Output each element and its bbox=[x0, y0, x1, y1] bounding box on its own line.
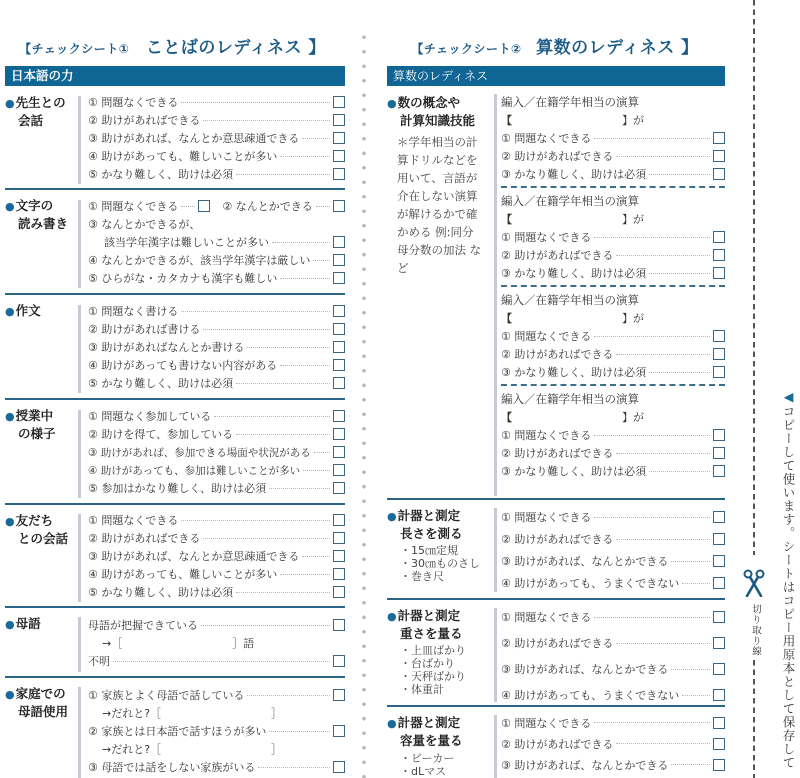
bullet-icon: ● bbox=[5, 200, 15, 213]
option-row[interactable]: ⑤ ひらがな・カタカナも漢字も難しい bbox=[88, 269, 345, 287]
option-row[interactable]: ① 問題なくできる bbox=[501, 712, 725, 733]
option-row[interactable]: ② 助けがあればできる bbox=[501, 528, 725, 550]
option-row[interactable]: ① 問題なくできる bbox=[501, 228, 725, 246]
block-label: ●文字の 読み書き bbox=[5, 198, 69, 231]
divider bbox=[494, 608, 497, 702]
option-row[interactable]: ⑤ かなり難しく、助けは必須 bbox=[88, 583, 345, 601]
option-row[interactable]: 母語が把握できている bbox=[88, 616, 345, 634]
checkbox[interactable] bbox=[333, 550, 345, 562]
option-row[interactable]: ① 問題なくできる bbox=[501, 506, 725, 528]
option-row[interactable]: ② 助けがあればできる bbox=[501, 733, 725, 754]
block-label: ●数の概念や 計算知識技能 ＊学年相当の計算ドリルなどを用いて、言語が介在しない演算が解けるかで確かめる 例:同分母分数の加法 など bbox=[387, 95, 482, 275]
cut-line-label: 切り取り線 bbox=[750, 604, 761, 657]
option-row[interactable]: ② 助けがあればできる bbox=[501, 147, 725, 165]
checkbox[interactable] bbox=[333, 532, 345, 544]
option-row[interactable]: ① 問題なくできる bbox=[88, 511, 345, 529]
option-row[interactable]: ④ なんとかできるが、該当学年漢字は厳しい bbox=[88, 251, 345, 269]
title-main: 算数のレディネス bbox=[536, 38, 675, 58]
option-row[interactable]: ③ 助けがあれば、なんとかできる bbox=[501, 656, 725, 682]
block-label: ●友だち との会話 bbox=[5, 513, 69, 546]
title-prefix: 【チェックシート② bbox=[411, 42, 522, 56]
checkbox[interactable] bbox=[713, 150, 725, 162]
who-input-row[interactable]: →だれと?［ ］ bbox=[102, 707, 283, 720]
option-row[interactable]: ④ 助けがあっても、参加は難しいことが多い bbox=[88, 461, 345, 479]
bullet-icon: ● bbox=[5, 305, 15, 318]
checkbox[interactable] bbox=[333, 410, 345, 422]
checkbox[interactable] bbox=[713, 429, 725, 441]
checkbox[interactable] bbox=[333, 446, 345, 458]
divider bbox=[78, 687, 81, 778]
option-row[interactable]: ② 助けがあればできる bbox=[88, 111, 345, 129]
bullet-icon: ● bbox=[387, 717, 397, 730]
operation-input-row[interactable]: 【 】が bbox=[501, 312, 644, 325]
checkbox[interactable] bbox=[333, 619, 345, 631]
block-reading-writing bbox=[5, 190, 345, 295]
option-row[interactable]: ③ 助けがあれば、参加できる場面や状況がある bbox=[88, 443, 345, 461]
options bbox=[88, 511, 345, 601]
calc-group bbox=[501, 192, 725, 282]
option-row[interactable]: ③ かなり難しく、助けは必須 bbox=[501, 165, 725, 183]
option-row[interactable]: ② 助けがあればできる bbox=[88, 529, 345, 547]
checkbox[interactable] bbox=[713, 267, 725, 279]
block-measure-weight bbox=[387, 600, 725, 707]
checkbox[interactable] bbox=[713, 611, 725, 623]
dashed-divider bbox=[501, 186, 725, 188]
checkbox[interactable] bbox=[333, 514, 345, 526]
block-label: ●計器と測定 長さを測る ・15㎝定規 ・30㎝ものさし ・巻き尺 bbox=[387, 508, 480, 583]
checkbox[interactable] bbox=[198, 200, 210, 212]
option-row[interactable]: ① 問題なくできる bbox=[501, 327, 725, 345]
checkbox[interactable] bbox=[713, 533, 725, 545]
options bbox=[501, 712, 725, 775]
group-heading: 編入／在籍学年相当の演算 bbox=[501, 95, 639, 109]
checkbox[interactable] bbox=[713, 663, 725, 675]
option-row[interactable]: ① 問題なくできる bbox=[501, 604, 725, 630]
cut-line-bottom bbox=[753, 660, 755, 778]
copy-instruction-note: ◀コピーして使います。シートはコピー用原本として保存して bbox=[781, 389, 796, 770]
language-input-row[interactable]: →［ ］語 bbox=[102, 637, 255, 650]
block-label: ●母語 bbox=[5, 616, 41, 631]
checkbox[interactable] bbox=[333, 359, 345, 371]
checkbox[interactable] bbox=[713, 168, 725, 180]
who-input-row[interactable]: →だれと?［ ］ bbox=[102, 743, 283, 756]
bullet-icon: ● bbox=[5, 515, 15, 528]
title-main: ことばのレディネス bbox=[145, 38, 302, 58]
checkbox[interactable] bbox=[713, 555, 725, 567]
option-row[interactable]: ② 家族とは日本語で話すほうが多い bbox=[88, 722, 345, 740]
option-row[interactable]: ① 問題なく参加している bbox=[88, 407, 345, 425]
checkbox[interactable] bbox=[333, 377, 345, 389]
bullet-icon: ● bbox=[387, 510, 397, 523]
checkbox[interactable] bbox=[333, 200, 345, 212]
title-prefix: 【チェックシート① bbox=[19, 42, 130, 56]
group-heading: 編入／在籍学年相当の演算 bbox=[501, 392, 639, 406]
operation-input-row[interactable]: 【 】が bbox=[501, 114, 644, 127]
option-row[interactable]: ③ 助けがあればなんとか書ける bbox=[88, 338, 345, 356]
divider bbox=[78, 514, 81, 602]
block-home-language-use bbox=[5, 678, 345, 778]
calc-group bbox=[501, 291, 725, 381]
checkbox[interactable] bbox=[333, 761, 345, 773]
option-row[interactable]: ⑤ かなり難しく、助けは必須 bbox=[88, 165, 345, 183]
checkbox[interactable] bbox=[713, 249, 725, 261]
checkbox[interactable] bbox=[333, 568, 345, 580]
option-row[interactable]: ① 家族とよく母語で話している bbox=[88, 686, 345, 704]
checkbox[interactable] bbox=[713, 577, 725, 589]
bullet-icon: ● bbox=[387, 97, 397, 110]
checkbox[interactable] bbox=[333, 272, 345, 284]
divider bbox=[78, 617, 81, 672]
checkbox[interactable] bbox=[333, 132, 345, 144]
checkbox[interactable] bbox=[713, 637, 725, 649]
checkbox[interactable] bbox=[713, 348, 725, 360]
divider bbox=[78, 96, 81, 184]
option-row[interactable]: ③ 助けがあれば、なんとか意思疎通できる bbox=[88, 547, 345, 565]
option-row[interactable]: ① 問題なく書ける bbox=[88, 302, 345, 320]
option-row[interactable]: ① 問題なくできる bbox=[88, 93, 345, 111]
option-row[interactable]: 不明 bbox=[88, 652, 345, 670]
option-row[interactable]: ③ 助けがあれば、なんとかできる bbox=[501, 550, 725, 572]
group-heading: 編入／在籍学年相当の演算 bbox=[501, 194, 639, 208]
option-row[interactable]: ③ 助けがあれば、なんとか意思疎通できる bbox=[88, 129, 345, 147]
option-row[interactable]: ② 助けがあればできる bbox=[501, 630, 725, 656]
block-label: ●先生との 会話 bbox=[5, 95, 66, 128]
operation-input-row[interactable]: 【 】が bbox=[501, 213, 644, 226]
bullet-icon: ● bbox=[387, 610, 397, 623]
checkbox[interactable] bbox=[713, 330, 725, 342]
options bbox=[88, 302, 345, 392]
checkbox[interactable] bbox=[333, 150, 345, 162]
block-label: ●授業中 の様子 bbox=[5, 408, 56, 441]
bullet-icon: ● bbox=[5, 688, 15, 701]
check-sheet-2 bbox=[385, 0, 725, 778]
block-label: ●家庭での 母語使用 bbox=[5, 686, 69, 719]
option-row[interactable]: ⑤ かなり難しく、助けは必須 bbox=[88, 374, 345, 392]
option-row[interactable]: ② 助けがあればできる bbox=[501, 444, 725, 462]
option-row[interactable]: ④ 助けがあっても、うまくできない bbox=[501, 682, 725, 708]
title-suffix: 】 bbox=[681, 38, 699, 58]
checkbox[interactable] bbox=[713, 465, 725, 477]
checkbox[interactable] bbox=[713, 717, 725, 729]
options bbox=[501, 604, 725, 708]
option-row[interactable]: ① 問題なくできる bbox=[501, 129, 725, 147]
option-row[interactable]: ② 助けがあればできる bbox=[501, 246, 725, 264]
checkbox[interactable] bbox=[713, 447, 725, 459]
divider bbox=[78, 305, 81, 393]
block-native-language bbox=[5, 608, 345, 678]
block-class-participation bbox=[5, 400, 345, 505]
block-label: ●作文 bbox=[5, 303, 41, 318]
block-composition bbox=[5, 295, 345, 400]
option-row[interactable]: ③ 助けがあれば、なんとかできる bbox=[501, 754, 725, 775]
option-row[interactable]: ④ 助けがあっても、うまくできない bbox=[501, 572, 725, 594]
calc-group bbox=[501, 390, 725, 480]
options bbox=[88, 616, 345, 670]
checkbox[interactable] bbox=[333, 236, 345, 248]
checkbox[interactable] bbox=[713, 738, 725, 750]
checkbox[interactable] bbox=[333, 305, 345, 317]
bullet-icon: ● bbox=[5, 618, 15, 631]
options bbox=[88, 197, 345, 287]
checkbox[interactable] bbox=[333, 689, 345, 701]
options bbox=[88, 93, 345, 183]
group-heading: 編入／在籍学年相当の演算 bbox=[501, 293, 639, 307]
checkbox[interactable] bbox=[713, 511, 725, 523]
options bbox=[88, 407, 345, 497]
divider bbox=[494, 715, 497, 778]
cut-line-top bbox=[753, 0, 755, 555]
checkbox[interactable] bbox=[333, 96, 345, 108]
checkbox[interactable] bbox=[333, 114, 345, 126]
scissors-icon bbox=[743, 569, 765, 597]
column-separator bbox=[362, 30, 366, 778]
calc-group bbox=[501, 93, 725, 183]
checkbox[interactable] bbox=[713, 132, 725, 144]
checkbox[interactable] bbox=[713, 231, 725, 243]
checkbox[interactable] bbox=[333, 168, 345, 180]
checkbox[interactable] bbox=[333, 725, 345, 737]
option-row[interactable]: ② 助けがあればできる bbox=[501, 345, 725, 363]
checkbox[interactable] bbox=[333, 655, 345, 667]
sheet-2-title bbox=[385, 33, 725, 58]
divider bbox=[78, 200, 81, 288]
option-row[interactable]: ③ かなり難しく、助けは必須 bbox=[501, 363, 725, 381]
checkbox[interactable] bbox=[713, 689, 725, 701]
option-row[interactable]: ③ かなり難しく、助けは必須 bbox=[501, 462, 725, 480]
sheet-1-title bbox=[0, 33, 345, 58]
divider bbox=[494, 508, 497, 592]
title-suffix: 】 bbox=[308, 38, 326, 58]
block-friend-conversation bbox=[5, 505, 345, 608]
dashed-divider bbox=[501, 384, 725, 386]
triangle-marker-icon: ◀ bbox=[781, 389, 796, 405]
checkbox[interactable] bbox=[333, 482, 345, 494]
option-row[interactable]: ③ かなり難しく、助けは必須 bbox=[501, 264, 725, 282]
checkbox[interactable] bbox=[333, 323, 345, 335]
option-row[interactable]: ① 問題なくできる ② なんとかできる bbox=[88, 197, 345, 215]
block-measure-length bbox=[387, 500, 725, 600]
checkbox[interactable] bbox=[713, 759, 725, 771]
divider bbox=[78, 410, 81, 498]
option-row[interactable]: ④ 助けがあっても、難しいことが多い bbox=[88, 147, 345, 165]
block-teacher-conversation bbox=[5, 87, 345, 190]
options bbox=[88, 686, 345, 776]
divider bbox=[494, 94, 497, 496]
bullet-icon: ● bbox=[5, 97, 15, 110]
checkbox[interactable] bbox=[333, 254, 345, 266]
option-row: ③ なんとかできるが、 bbox=[88, 218, 201, 231]
dashed-divider bbox=[501, 285, 725, 287]
instruction-note: ＊学年相当の計算ドリルなどを用いて、言語が介在しない演算が解けるかで確かめる 例:同分母分数の加法 など bbox=[397, 135, 482, 275]
checkbox[interactable] bbox=[713, 366, 725, 378]
operation-input-row[interactable]: 【 】が bbox=[501, 411, 644, 424]
option-row[interactable]: ④ 助けがあっても、難しいことが多い bbox=[88, 565, 345, 583]
block-label: ●計器と測定 重さを量る ・上皿ばかり ・台ばかり ・天秤ばかり ・体重計 bbox=[387, 608, 466, 696]
check-sheet-1 bbox=[0, 0, 345, 778]
section-header-japanese-ability: 日本語の力 bbox=[5, 66, 345, 86]
option-row[interactable]: ③ 母語では話をしない家族がいる bbox=[88, 758, 345, 776]
option-row[interactable]: ② 助けを得て、参加している bbox=[88, 425, 345, 443]
options bbox=[501, 506, 725, 594]
checkbox[interactable] bbox=[333, 428, 345, 440]
checkbox[interactable] bbox=[333, 341, 345, 353]
block-number-concepts bbox=[387, 87, 725, 500]
option-row[interactable]: ⑤ 参加はかなり難しく、助けは必須 bbox=[88, 479, 345, 497]
checkbox[interactable] bbox=[333, 464, 345, 476]
option-row[interactable]: 該当学年漢字は難しいことが多い bbox=[88, 233, 345, 251]
block-measure-volume bbox=[387, 707, 725, 778]
option-row[interactable]: ④ 助けがあっても書けない内容がある bbox=[88, 356, 345, 374]
checkbox[interactable] bbox=[333, 586, 345, 598]
bullet-icon: ● bbox=[5, 410, 15, 423]
option-row[interactable]: ① 問題なくできる bbox=[501, 426, 725, 444]
block-label: ●計器と測定 容量を量る ・ビーカー ・dLマス bbox=[387, 715, 463, 778]
calc-groups bbox=[501, 93, 725, 480]
section-header-math-readiness: 算数のレディネス bbox=[387, 66, 725, 86]
option-row[interactable]: ② 助けがあれば書ける bbox=[88, 320, 345, 338]
